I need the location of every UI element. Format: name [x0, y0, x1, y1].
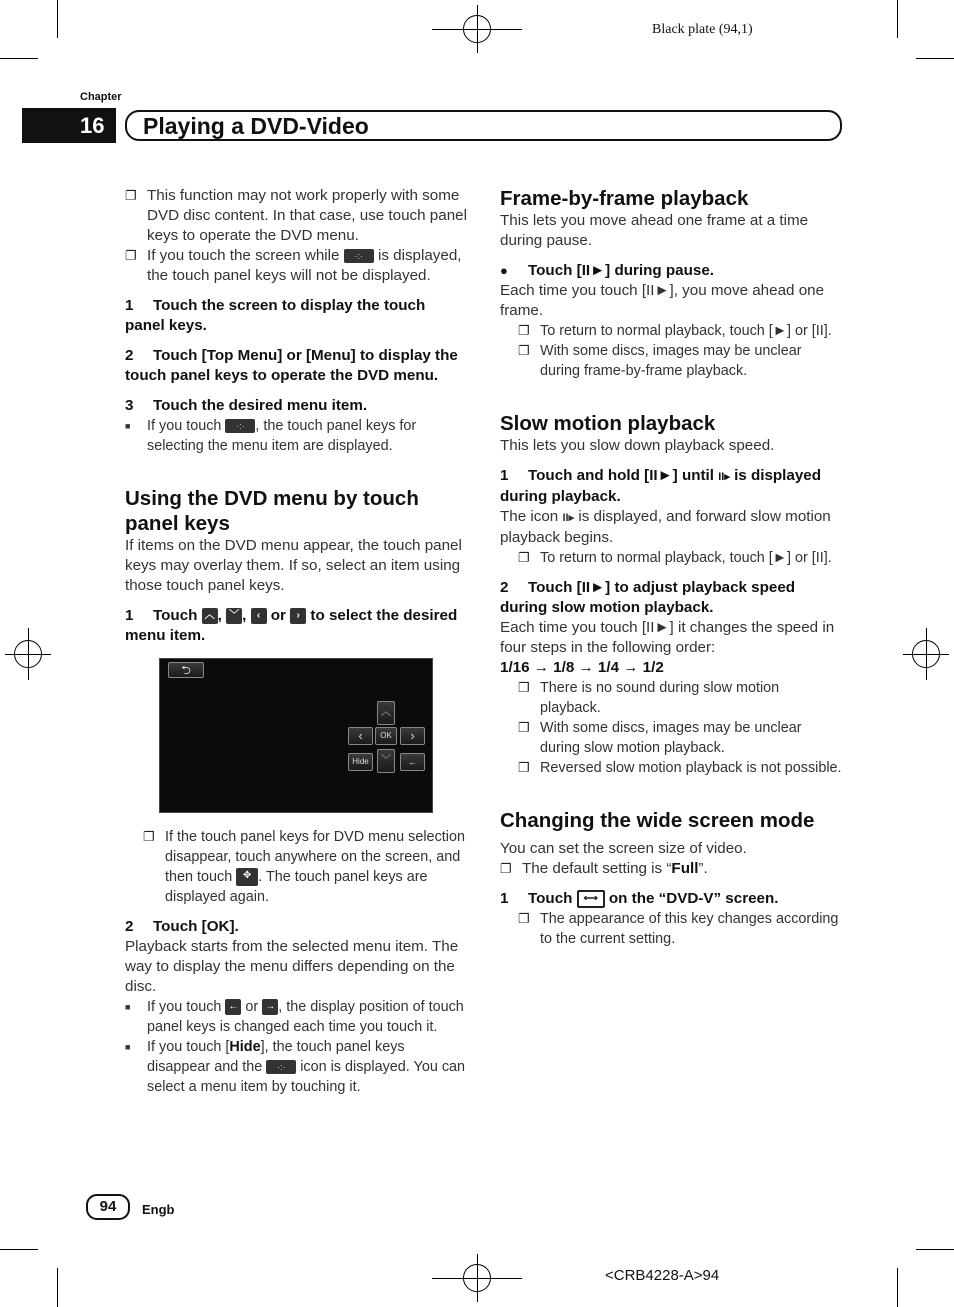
note: ❐ With some discs, images may be unclear during slow motion playback. [518, 718, 842, 758]
step: 2 Touch [OK]. [125, 918, 239, 935]
note: ❐ With some discs, images may be unclear during frame-by-frame playback. [518, 341, 842, 381]
slow-motion-icon: II▸ [562, 512, 575, 524]
move-icon: ·:· [266, 1060, 296, 1074]
registration-mark [432, 29, 522, 30]
registration-mark [903, 654, 949, 655]
bullet: ■ If you touch ← or → , the display position of touch panel keys is changed each time you touch it. [125, 997, 467, 1037]
step: 3 Touch the desired menu item. [125, 397, 368, 414]
section-intro: This lets you move ahead one frame at a time during pause. [500, 212, 809, 249]
dvd-menu-screen [159, 658, 433, 813]
section-title: Slow motion playback [500, 412, 716, 435]
step-body: Playback starts from the selected menu item. The way to display the menu differs depending on the disc. [125, 938, 459, 995]
crop-mark [897, 0, 898, 38]
note: ❐ Reversed slow motion playback is not possible. [518, 758, 842, 778]
chapter-label: Chapter [80, 91, 122, 103]
speed-order: 1/16 → 1/8 → 1/4 → 1/2 [500, 659, 664, 676]
move-icon: ✥ [236, 868, 258, 886]
crop-mark [0, 58, 38, 59]
note: ❐ If the touch panel keys for DVD menu selection disappear, touch anywhere on the screen, and then touch ✥ . The touch panel keys are displayed again. [143, 827, 467, 907]
hide-button[interactable]: Hide [348, 753, 373, 771]
document-code: <CRB4228-A>94 [605, 1267, 720, 1284]
arrow-right-icon: → [262, 999, 278, 1015]
note: ❐ To return to normal playback, touch [►] or [II]. [518, 321, 842, 341]
page-number: 94 [86, 1194, 130, 1220]
move-icon: ·:· [344, 249, 374, 263]
note: ❐ The default setting is “Full”. [500, 859, 842, 879]
up-button[interactable]: ︿ [377, 701, 395, 725]
wide-mode-icon: ⟷ [577, 890, 605, 908]
chapter-number: 16 [22, 108, 116, 143]
left-arrow-icon: ‹ [251, 608, 267, 624]
step: 1 Touch and hold [II►] until II▸ is displayed during playback. [500, 467, 822, 505]
back-button[interactable]: ⮌ [168, 662, 204, 678]
left-button[interactable]: ‹ [348, 727, 373, 745]
action-body: Each time you touch [II►], you move ahead one frame. [500, 282, 825, 319]
step: 1 Touch ⟷ on the “DVD-V” screen. [500, 890, 779, 907]
note: ❐ If you touch the screen while ·:· is displayed, the touch panel keys will not be displayed. [125, 246, 467, 286]
up-arrow-icon: ︿ [202, 608, 218, 624]
section-intro: You can set the screen size of video. [500, 840, 747, 857]
crop-mark [897, 1268, 898, 1307]
note: ❐ This function may not work properly with some DVD disc content. In that case, use touch panel keys to operate the DVD menu. [125, 186, 467, 246]
down-arrow-icon: ﹀ [226, 608, 242, 624]
slow-motion-icon: II▸ [718, 471, 730, 483]
section-intro: If items on the DVD menu appear, the touch panel keys may overlay them. If so, select an item using those touch panel keys. [125, 537, 462, 594]
registration-mark [5, 654, 51, 655]
bullet: ■ If you touch [Hide], the touch panel keys disappear and the ·:· icon is displayed. You can select a menu item by touching it. [125, 1037, 467, 1097]
arrow-left-icon: ← [225, 999, 241, 1015]
left-column [125, 186, 467, 1097]
right-column [500, 186, 842, 949]
plate-label: Black plate (94,1) [652, 22, 753, 37]
step: 2 Touch [II►] to adjust playback speed during slow motion playback. [500, 579, 796, 616]
right-button[interactable]: › [400, 727, 425, 745]
registration-mark [432, 1278, 522, 1279]
section-title: Frame-by-frame playback [500, 187, 749, 210]
note: ❐ The appearance of this key changes according to the current setting. [518, 909, 842, 949]
section-title: Using the DVD menu by touch panel keys [125, 487, 419, 535]
step: 2 Touch [Top Menu] or [Menu] to display the touch panel keys to operate the DVD menu. [125, 347, 458, 384]
right-arrow-icon: › [290, 608, 306, 624]
crop-mark [57, 0, 58, 38]
crop-mark [0, 1249, 38, 1250]
step: 1 Touch the screen to display the touch panel keys. [125, 297, 426, 334]
section-intro: This lets you slow down playback speed. [500, 437, 775, 454]
section-title: Changing the wide screen mode [500, 809, 815, 832]
bullet: ■ If you touch ·:· , the touch panel keys for selecting the menu item are displayed. [125, 416, 467, 456]
language-label: Engb [142, 1202, 175, 1217]
note: ❐ To return to normal playback, touch [►] or [II]. [518, 548, 842, 568]
chapter-title-bar [125, 110, 842, 141]
ok-button[interactable]: OK [375, 727, 397, 745]
move-position-button[interactable]: ← [400, 753, 425, 771]
chapter-title: Playing a DVD-Video [143, 113, 369, 139]
step: 1 Touch ︿ , ﹀ , ‹ or › to select the desired menu item. [125, 607, 458, 644]
step-body: Each time you touch [II►] it changes the speed in four steps in the following order: [500, 619, 835, 656]
crop-mark [916, 58, 954, 59]
action: ● Touch [II►] during pause. [500, 261, 842, 281]
note: ❐ There is no sound during slow motion playback. [518, 678, 842, 718]
step-body: The icon II▸ is displayed, and forward slow motion playback begins. [500, 508, 831, 546]
down-button[interactable]: ﹀ [377, 749, 395, 773]
crop-mark [916, 1249, 954, 1250]
move-icon: ·:· [225, 419, 255, 433]
crop-mark [57, 1268, 58, 1307]
